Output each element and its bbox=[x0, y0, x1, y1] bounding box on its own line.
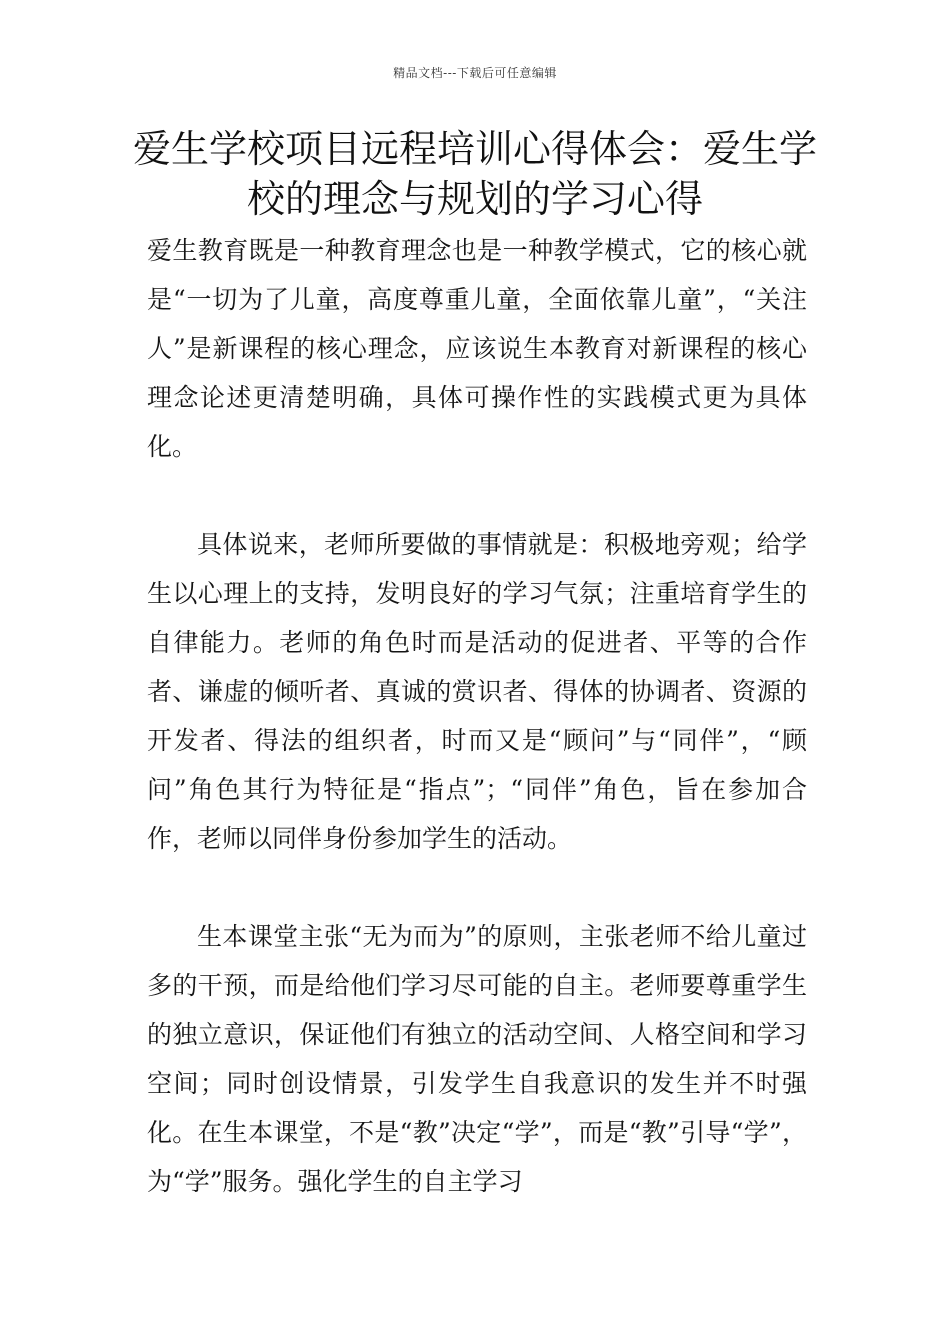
paragraph-1: 爱生教育既是一种教育理念也是一种教学模式，它的核心就是“一切为了儿童，高度尊重儿童，全面依靠儿童”，“关注人”是新课程的核心理念，应该说生本教育对新课程的核心理念论述更清楚明确，具体可操作性的实践模式更为具体化。 bbox=[147, 236, 807, 461]
document-title: 爱生学校项目远程培训心得体会：爱生学校的理念与规划的学习心得 bbox=[132, 127, 817, 221]
paragraph-2: 具体说来，老师所要做的事情就是：积极地旁观；给学生以心理上的支持，发明良好的学习气氛；注重培育学生的自律能力。老师的角色时而是活动的促进者、平等的合作者、谦虚的倾听者、真诚的赏识者、得体的协调者、资源的开发者、得法的组织者，时而又是“顾问”与“同伴”，“顾问”角色其行为特征是“指点”；“同伴”角色，旨在参加合作，老师以同伴身份参加学生的活动。 bbox=[147, 530, 807, 853]
paragraph-gap bbox=[147, 863, 807, 912]
document-body bbox=[147, 226, 807, 1206]
paragraph-3: 生本课堂主张“无为而为”的原则，主张老师不给儿童过多的干预，而是给他们学习尽可能的自主。老师要尊重学生的独立意识，保证他们有独立的活动空间、人格空间和学习空间；同时创设情景，引发学生自我意识的发生并不时强化。在生本课堂，不是“教”决定“学”，而是“教”引导“学”，为“学”服务。强化学生的自主学习 bbox=[147, 922, 807, 1196]
paragraph-gap bbox=[147, 471, 807, 520]
header-note: 精品文档---下载后可任意编辑 bbox=[393, 66, 557, 80]
